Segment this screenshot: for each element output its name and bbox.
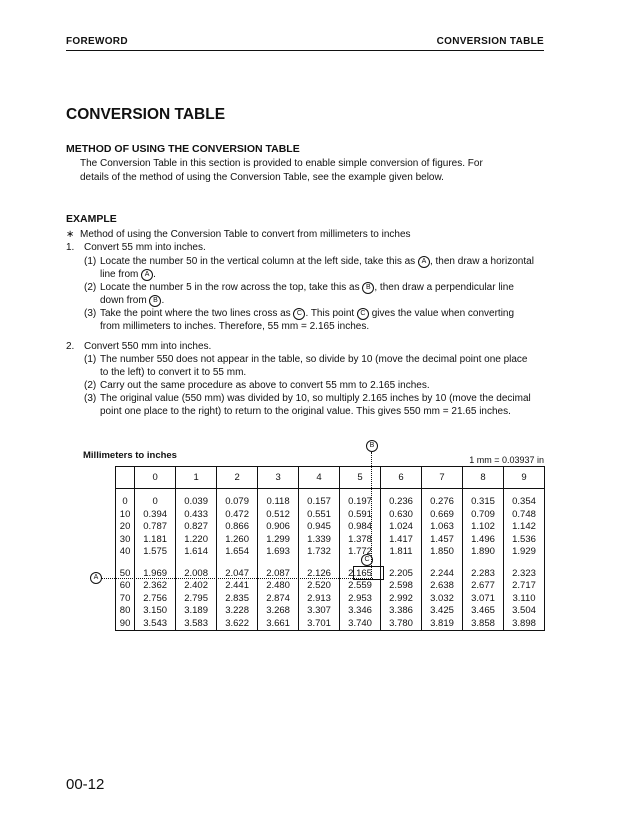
table-cell: 1.378	[340, 534, 381, 547]
table-cell: 0.157	[299, 496, 340, 509]
table-cell: 0.079	[217, 496, 258, 509]
marker-b-circle: B	[149, 295, 161, 307]
table-spacer-cell	[504, 559, 545, 568]
table-cell: 1.063	[422, 521, 463, 534]
step-1-number: 1.	[66, 242, 75, 253]
marker-a-circle: A	[90, 572, 102, 584]
table-row	[116, 618, 545, 631]
table-cell: 1.496	[463, 534, 504, 547]
example-bullet-text: Method of using the Conversion Table to convert from millimeters to inches	[80, 229, 411, 240]
table-spacer-cell	[299, 489, 340, 497]
table-row-header-cell: 30	[116, 534, 135, 547]
table-cell: 2.638	[422, 580, 463, 593]
step-1-sub-1-label: (1)	[84, 256, 97, 267]
table-row-header-cell: 10	[116, 509, 135, 522]
table-row-header-cell: 0	[116, 496, 135, 509]
table-spacer-row	[116, 489, 545, 497]
table-spacer-cell	[116, 559, 135, 568]
marker-a-circle: A	[141, 269, 153, 281]
table-cell: 2.677	[463, 580, 504, 593]
table-cell: 2.717	[504, 580, 545, 593]
table-cell: 1.299	[258, 534, 299, 547]
table-cell: 0.394	[135, 509, 176, 522]
table-cell: 2.441	[217, 580, 258, 593]
table-cell: 1.732	[299, 546, 340, 559]
step-1-sub-2-label: (2)	[84, 282, 97, 293]
table-row	[116, 496, 545, 509]
table-cell: 0.512	[258, 509, 299, 522]
table-spacer-cell	[217, 489, 258, 497]
step-2-title: Convert 550 mm into inches.	[84, 341, 212, 352]
table-cell: 1.614	[176, 546, 217, 559]
table-cell: 1.024	[381, 521, 422, 534]
table-row-header-cell: 70	[116, 593, 135, 606]
table-cell: 2.362	[135, 580, 176, 593]
table-cell: 0.906	[258, 521, 299, 534]
table-cell: 0.315	[463, 496, 504, 509]
table-row-header-cell: 20	[116, 521, 135, 534]
table-cell: 0.827	[176, 521, 217, 534]
table-cell: 3.504	[504, 605, 545, 618]
table-cell: 0.433	[176, 509, 217, 522]
table-cell: 1.693	[258, 546, 299, 559]
step-2-sub-3-label: (3)	[84, 393, 97, 404]
table-cell: 2.756	[135, 593, 176, 606]
table-row-header-cell: 90	[116, 618, 135, 631]
table-cell: 1.260	[217, 534, 258, 547]
table-row	[116, 593, 545, 606]
table-spacer-cell	[381, 489, 422, 497]
table-cell: 0.984	[340, 521, 381, 534]
table-cell: 0.354	[504, 496, 545, 509]
step-2-sub-1-line-2: to the left) to convert it to 55 mm.	[100, 367, 247, 378]
step-1-title: Convert 55 mm into inches.	[84, 242, 206, 253]
table-cell: 2.953	[340, 593, 381, 606]
table-cell: 2.795	[176, 593, 217, 606]
table-row-header-cell: 40	[116, 546, 135, 559]
step-2-number: 2.	[66, 341, 75, 352]
table-spacer-cell	[422, 559, 463, 568]
table-cell: 3.425	[422, 605, 463, 618]
table-cell: 2.323	[504, 568, 545, 581]
table-spacer-cell	[258, 489, 299, 497]
table-header-cell: 2	[217, 467, 258, 489]
table-header-cell: 4	[299, 467, 340, 489]
table-row	[116, 534, 545, 547]
table-cell: 3.386	[381, 605, 422, 618]
table-cell: 3.740	[340, 618, 381, 631]
step-1-sub-3-label: (3)	[84, 308, 97, 319]
table-cell: 1.142	[504, 521, 545, 534]
marker-c-circle: C	[357, 308, 369, 320]
header-section-label: FOREWORD	[66, 36, 128, 47]
table-cell: 2.283	[463, 568, 504, 581]
table-cell: 0.236	[381, 496, 422, 509]
table-cell: 0.669	[422, 509, 463, 522]
table-cell: 2.244	[422, 568, 463, 581]
method-heading: METHOD OF USING THE CONVERSION TABLE	[66, 143, 300, 155]
table-cell: 2.008	[176, 568, 217, 581]
marker-b-circle: B	[366, 440, 378, 452]
table-cell: 1.929	[504, 546, 545, 559]
step-2-sub-3-line-2: point one place to the right) to return to the original value. This gives 550 mm = 21.65 inches.	[100, 406, 511, 417]
table-cell: 2.992	[381, 593, 422, 606]
page-number: 00-12	[66, 776, 105, 793]
table-spacer-cell	[116, 489, 135, 497]
table-spacer-row	[116, 559, 545, 568]
table-header-cell: 6	[381, 467, 422, 489]
table-cell: 3.307	[299, 605, 340, 618]
table-cell: 3.543	[135, 618, 176, 631]
table-cell: 1.575	[135, 546, 176, 559]
table-cell: 3.268	[258, 605, 299, 618]
step-1-sub-2-line-2: down from B .	[100, 295, 165, 306]
table-cell: 3.032	[422, 593, 463, 606]
step-2-sub-2-label: (2)	[84, 380, 97, 391]
table-row-header-cell: 60	[116, 580, 135, 593]
table-cell: 2.480	[258, 580, 299, 593]
step-2-sub-3-line-1: The original value (550 mm) was divided by 10, so multiply 2.165 inches by 10 (move the decimal	[100, 393, 531, 404]
table-spacer-cell	[463, 489, 504, 497]
example-heading: EXAMPLE	[66, 213, 117, 225]
table-row-header-cell: 50	[116, 568, 135, 581]
table-header-row	[116, 467, 545, 489]
step-1-sub-1-line-2: line from A .	[100, 269, 156, 280]
table-cell: 1.536	[504, 534, 545, 547]
table-cell: 3.465	[463, 605, 504, 618]
table-caption: Millimeters to inches	[83, 450, 177, 461]
table-header-cell: 9	[504, 467, 545, 489]
table-header-cell: 5	[340, 467, 381, 489]
table-row	[116, 509, 545, 522]
table-row	[116, 521, 545, 534]
table-cell: 0.748	[504, 509, 545, 522]
table-cell: 3.346	[340, 605, 381, 618]
table-cell: 0.787	[135, 521, 176, 534]
table-spacer-cell	[504, 489, 545, 497]
table-ratio: 1 mm = 0.03937 in	[469, 455, 544, 465]
table-spacer-cell	[340, 489, 381, 497]
header-page-title: CONVERSION TABLE	[436, 36, 544, 47]
table-cell: 3.622	[217, 618, 258, 631]
table-cell: 2.047	[217, 568, 258, 581]
table-cell: 2.559	[340, 580, 381, 593]
table-cell: 0.709	[463, 509, 504, 522]
step-2-sub-2-line-1: Carry out the same procedure as above to convert 55 mm to 2.165 inches.	[100, 380, 430, 391]
table-cell: 1.890	[463, 546, 504, 559]
table-spacer-cell	[299, 559, 340, 568]
table-header-cell: 8	[463, 467, 504, 489]
table-cell: 3.701	[299, 618, 340, 631]
table-cell: 2.913	[299, 593, 340, 606]
table-cell: 1.772	[340, 546, 381, 559]
table-cell: 3.189	[176, 605, 217, 618]
table-cell: 3.110	[504, 593, 545, 606]
table-cell: 0.472	[217, 509, 258, 522]
table-cell: 0	[135, 496, 176, 509]
table-cell: 2.087	[258, 568, 299, 581]
table-spacer-cell	[422, 489, 463, 497]
highlighted-result-box	[353, 566, 384, 580]
marker-c-circle: C	[361, 554, 373, 566]
table-spacer-cell	[463, 559, 504, 568]
table-header-cell: 0	[135, 467, 176, 489]
method-line-1: The Conversion Table in this section is provided to enable simple conversion of figures. For	[80, 158, 483, 169]
table-cell: 3.228	[217, 605, 258, 618]
table-spacer-cell	[135, 489, 176, 497]
table-header-cell: 3	[258, 467, 299, 489]
table-header-cell: 1	[176, 467, 217, 489]
table-cell: 2.835	[217, 593, 258, 606]
table-cell: 0.039	[176, 496, 217, 509]
marker-a-dotted-line	[101, 578, 373, 579]
table-cell: 3.898	[504, 618, 545, 631]
bullet-marker: ∗	[66, 229, 75, 240]
table-spacer-cell	[258, 559, 299, 568]
table-cell: 3.150	[135, 605, 176, 618]
table-cell: 1.102	[463, 521, 504, 534]
table-header-cell: 7	[422, 467, 463, 489]
table-cell: 2.598	[381, 580, 422, 593]
step-1-sub-2-line-1: Locate the number 5 in the row across the top, take this as B , then draw a perpendicular line	[100, 282, 514, 293]
table-cell: 0.630	[381, 509, 422, 522]
marker-c-circle: C	[293, 308, 305, 320]
table-cell: 0.551	[299, 509, 340, 522]
table-cell: 1.969	[135, 568, 176, 581]
table-row	[116, 605, 545, 618]
table-cell: 1.850	[422, 546, 463, 559]
table-cell: 0.945	[299, 521, 340, 534]
table-spacer-cell	[176, 559, 217, 568]
step-1-sub-3-line-1: Take the point where the two lines cross as C . This point C gives the value when converting	[100, 308, 515, 319]
table-cell: 2.520	[299, 580, 340, 593]
table-cell: 3.780	[381, 618, 422, 631]
table-cell: 3.819	[422, 618, 463, 631]
table-row	[116, 580, 545, 593]
table-cell: 3.661	[258, 618, 299, 631]
table-cell: 1.457	[422, 534, 463, 547]
step-2-sub-1-line-1: The number 550 does not appear in the table, so divide by 10 (move the decimal point one place	[100, 354, 528, 365]
method-line-2: details of the method of using the Conversion Table, see the example given below.	[80, 172, 444, 183]
conversion-table	[115, 466, 545, 631]
table-cell: 3.858	[463, 618, 504, 631]
table-spacer-cell	[135, 559, 176, 568]
step-1-sub-1-line-1: Locate the number 50 in the vertical column at the left side, take this as A , then draw a horizontal	[100, 256, 534, 267]
step-2-sub-1-label: (1)	[84, 354, 97, 365]
table-cell: 3.071	[463, 593, 504, 606]
header-rule	[66, 50, 544, 51]
table-cell: 2.402	[176, 580, 217, 593]
table-cell: 0.591	[340, 509, 381, 522]
table-cell: 2.205	[381, 568, 422, 581]
table-cell: 0.866	[217, 521, 258, 534]
table-cell: 0.276	[422, 496, 463, 509]
marker-a-circle: A	[418, 256, 430, 268]
table-cell: 2.165	[340, 568, 381, 581]
table-spacer-cell	[381, 559, 422, 568]
table-cell: 1.181	[135, 534, 176, 547]
table-cell: 3.583	[176, 618, 217, 631]
table-cell: 0.197	[340, 496, 381, 509]
table-spacer-cell	[217, 559, 258, 568]
table-row	[116, 546, 545, 559]
table-cell: 0.118	[258, 496, 299, 509]
table-cell: 1.417	[381, 534, 422, 547]
table-cell: 2.126	[299, 568, 340, 581]
page-title: CONVERSION TABLE	[66, 106, 226, 123]
table-row-header-cell: 80	[116, 605, 135, 618]
table-cell: 1.220	[176, 534, 217, 547]
table-spacer-cell	[176, 489, 217, 497]
table-cell: 1.654	[217, 546, 258, 559]
marker-b-circle: B	[362, 282, 374, 294]
step-1-sub-3-line-2: from millimeters to inches. Therefore, 55 mm = 2.165 inches.	[100, 321, 370, 332]
table-cell: 2.874	[258, 593, 299, 606]
table-cell: 1.811	[381, 546, 422, 559]
table-header-cell	[116, 467, 135, 489]
table-cell: 1.339	[299, 534, 340, 547]
